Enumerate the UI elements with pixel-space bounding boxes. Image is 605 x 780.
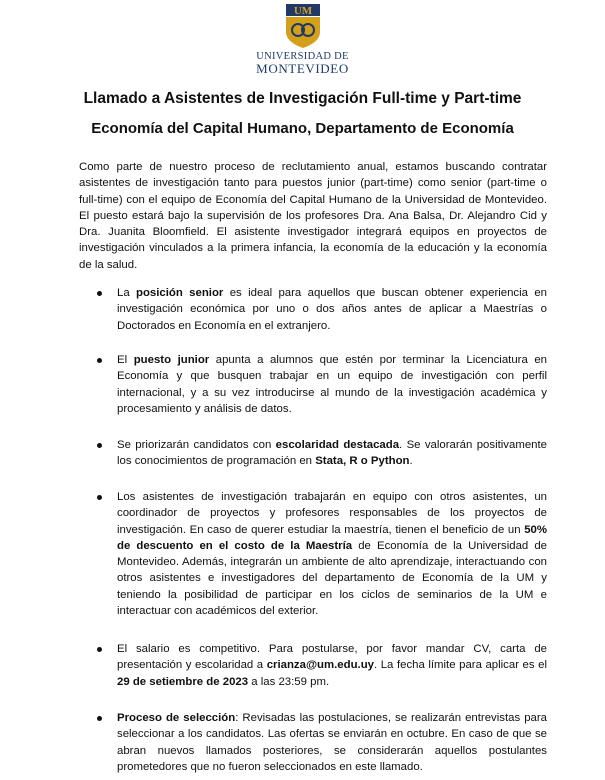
university-logo	[0, 4, 605, 75]
contact-email: crianza@um.edu.uy	[266, 659, 375, 672]
logo-university-line: UNIVERSIDAD DE	[256, 51, 349, 62]
bullet-dot-icon	[97, 358, 102, 363]
bullet-application: El salario es competitivo. Para postularse, por favor mandar CV, carta de presentación y escolaridad a crianza@um.edu.uy. La fecha límite para aplicar es el 29 de setiembre de 2023 a las 23:59 pm.	[117, 641, 547, 690]
page-subtitle: Economía del Capital Humano, Departamento de Economía	[91, 120, 514, 137]
svg-text:UM: UM	[293, 5, 312, 17]
bullet-dot-icon	[97, 647, 102, 652]
bullet-dot-icon	[97, 443, 102, 448]
page-title: Llamado a Asistentes de Investigación Full-time y Part-time	[83, 90, 522, 107]
bullet-candidate-priorities: Se priorizarán candidatos con escolaridad destacada. Se valorarán positivamente los conocimientos de programación en Stata, R o Python.	[117, 437, 547, 470]
um-shield-icon	[286, 4, 320, 48]
bullet-senior-position: La posición senior es ideal para aquellos que buscan obtener experiencia en investigación económica por uno o dos años antes de aplicar a Maestrías o Doctorados en Economía en el extranjero.	[117, 285, 547, 334]
bullet-dot-icon	[97, 495, 102, 500]
logo-montevideo-line: MONTEVIDEO	[256, 61, 349, 76]
deadline-date: 29 de setiembre de 2023	[117, 675, 249, 688]
bullet-dot-icon	[97, 716, 102, 721]
bullet-selection-process: Proceso de selección: Revisadas las postulaciones, se realizarán entrevistas para seleccionar a los candidatos. Las ofertas se enviarán en octubre. En caso de que se abran nuevos llamados posteriores, se considerarán aquellos postulantes prometedores que no fueron seleccionados en este llamado.	[117, 710, 547, 775]
bullet-junior-position: El puesto junior apunta a alumnos que estén por terminar la Licenciatura en Economía y que busquen trabajar en un equipo de investigación con perfil internacional, y a su vez introducirse al mundo de la investigación académica y procesamiento y análisis de datos.	[117, 352, 547, 417]
intro-paragraph: Como parte de nuestro proceso de reclutamiento anual, estamos buscando contratar asistentes de investigación tanto para puestos junior (part-time) como senior (part-time o full-time) con el equipo de Economía del Capital Humano de la Universidad de Montevideo. El puesto estará bajo la supervisión de los profesores Dra. Ana Balsa, Dr. Alejandro Cid y Dra. Juanita Bloomfield. El asistente investigador integrará equipos en proyectos de investigación vinculados a la primera infancia, la economía de la educación y la economía de la salud.	[79, 161, 547, 271]
bullet-team-benefits: Los asistentes de investigación trabajarán en equipo con otros asistentes, un coordinador de proyectos y profesores responsables de los proyectos de investigación. En caso de querer estudiar la maestría, tienen el beneficio de un 50% de descuento en el costo de la Maestría de Economía de la Universidad de Montevideo. Además, integrarán un ambiente de alto aprendizaje, interactuando con otros asistentes e investigadores del departamento de Economía de la UM y teniendo la posibilidad de participar en los ciclos de seminarios de la UM e interactuar con académicos del exterior.	[117, 489, 547, 619]
bullet-dot-icon	[97, 291, 102, 296]
